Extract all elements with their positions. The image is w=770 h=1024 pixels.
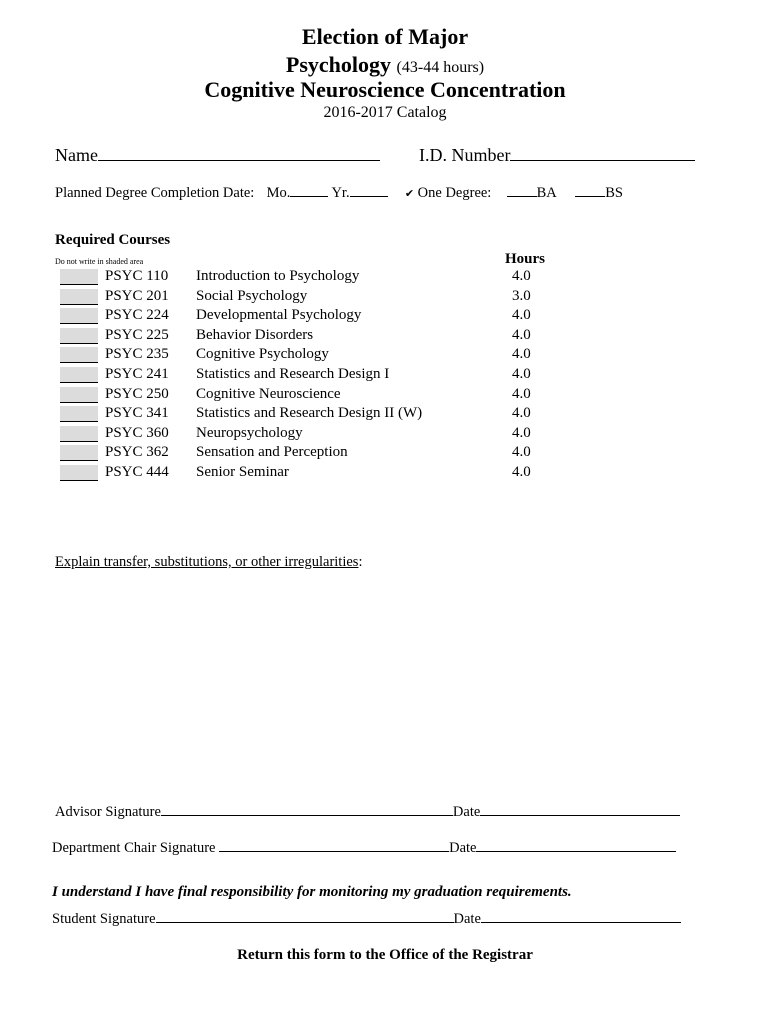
advisor-signature-field[interactable] [161, 815, 453, 816]
course-code: PSYC 224 [105, 307, 169, 324]
course-code: PSYC 201 [105, 287, 169, 304]
course-title: Cognitive Neuroscience [196, 385, 341, 402]
bs-field[interactable] [575, 196, 605, 197]
course-title: Statistics and Research Design II (W) [196, 405, 423, 422]
course-code: PSYC 225 [105, 326, 169, 343]
shaded-check-box [60, 347, 98, 363]
hours-heading: Hours [505, 251, 546, 267]
advisor-date-field[interactable] [480, 815, 680, 816]
course-title: Sensation and Perception [196, 444, 348, 461]
required-courses-heading: Required Courses [55, 232, 171, 248]
name-label: Name [55, 145, 98, 165]
course-hours: 4.0 [512, 307, 531, 324]
completion-label: Planned Degree Completion Date: [55, 185, 255, 201]
shaded-check-box [60, 308, 98, 324]
course-title: Introduction to Psychology [196, 268, 360, 284]
course-title: Statistics and Research Design I [196, 366, 390, 382]
shaded-check-box [60, 387, 98, 403]
catalog-year: 2016-2017 Catalog [323, 104, 447, 121]
chair-date-field[interactable] [476, 851, 676, 852]
name-id-row [55, 145, 695, 166]
explain-irregularities-label [55, 554, 362, 571]
shaded-check-box [60, 289, 98, 305]
ba-label: BA [536, 185, 556, 201]
year-label: Yr. [331, 185, 350, 201]
shaded-area-note: Do not write in shaded area [55, 257, 144, 266]
shaded-check-box [60, 328, 98, 344]
shaded-check-box [60, 465, 98, 481]
course-code: PSYC 341 [105, 405, 169, 422]
course-title: Social Psychology [196, 287, 308, 304]
ba-field[interactable] [507, 196, 537, 197]
student-signature-label: Student Signature [52, 911, 156, 927]
major-line [0, 52, 770, 78]
course-title: Developmental Psychology [196, 307, 362, 324]
course-title: Neuropsychology [196, 424, 303, 441]
chair-signature-field[interactable] [219, 851, 449, 852]
course-hours: 4.0 [512, 424, 531, 441]
student-date-field[interactable] [481, 922, 681, 923]
completion-row [55, 185, 623, 202]
course-code: PSYC 241 [105, 366, 169, 382]
course-hours: 4.0 [512, 366, 531, 382]
degree-label: One Degree: [417, 185, 492, 201]
month-label: Mo. [266, 185, 291, 201]
course-hours: 4.0 [512, 385, 531, 402]
id-number-field[interactable] [510, 160, 695, 161]
chair-date-label: Date [449, 840, 477, 856]
advisor-signature-label: Advisor Signature [55, 804, 161, 820]
chair-signature-label: Department Chair Signature [52, 840, 216, 856]
responsibility-statement: I understand I have final responsibility for monitoring my graduation requirements. [52, 884, 572, 900]
course-hours: 3.0 [512, 287, 531, 304]
course-title: Cognitive Psychology [196, 346, 329, 363]
course-hours: 4.0 [512, 326, 531, 343]
shaded-check-box [60, 269, 98, 285]
advisor-date-label: Date [452, 804, 481, 820]
shaded-check-box [60, 406, 98, 422]
name-field[interactable] [98, 160, 380, 161]
id-label: I.D. Number [418, 145, 511, 165]
course-code: PSYC 110 [105, 268, 169, 284]
course-hours: 4.0 [512, 405, 531, 422]
shaded-check-box [60, 445, 98, 461]
course-code: PSYC 235 [105, 346, 169, 363]
shaded-check-box [60, 426, 98, 442]
course-code: PSYC 444 [105, 464, 169, 480]
major-name: Psychology [285, 52, 392, 77]
form-title: Election of Major [301, 24, 469, 49]
month-field[interactable] [290, 196, 328, 197]
student-signature-field[interactable] [156, 922, 454, 923]
explain-text-area[interactable] [55, 578, 705, 793]
course-title: Senior Seminar [196, 464, 289, 480]
hours-note: (43-44 hours) [396, 59, 485, 76]
course-code: PSYC 250 [105, 385, 169, 402]
year-field[interactable] [350, 196, 388, 197]
course-hours: 4.0 [512, 464, 531, 480]
course-title: Behavior Disorders [196, 326, 314, 343]
explain-label-colon: : [358, 554, 363, 570]
course-code: PSYC 360 [105, 424, 169, 441]
student-date-label: Date [453, 911, 481, 927]
course-hours: 4.0 [512, 268, 531, 284]
concentration-title: Cognitive Neuroscience Concentration [204, 77, 566, 102]
bs-label: BS [605, 185, 623, 201]
course-code: PSYC 362 [105, 444, 169, 461]
student-signature-row [52, 911, 681, 928]
return-instruction: Return this form to the Office of the Registrar [237, 947, 533, 963]
course-hours: 4.0 [512, 444, 531, 461]
shaded-check-box [60, 367, 98, 383]
advisor-signature-row [55, 804, 680, 821]
explain-label-text: Explain transfer, substitutions, or other irregularities [55, 554, 359, 570]
chair-signature-row [52, 840, 676, 857]
course-hours: 4.0 [512, 346, 531, 363]
checkmark-icon: ✔ [404, 187, 415, 200]
